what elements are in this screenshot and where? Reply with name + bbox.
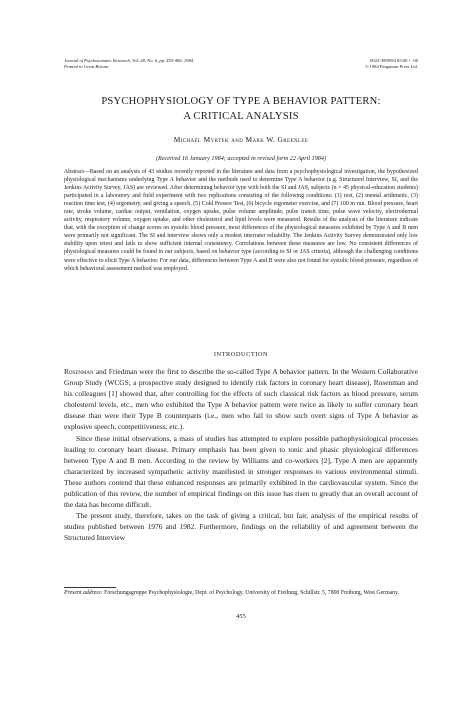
introduction-body <box>64 366 418 544</box>
publisher-copyright: © 1984 Pergamon Press Ltd. <box>364 64 418 69</box>
footnote-text: Forschungsgruppe Psychophysiologie, Dept. of Psychology, University of Freiburg, Schillstr. 5, 7800 Freiburg, West Germany. <box>102 590 400 596</box>
journal-citation <box>64 58 194 70</box>
publisher-info <box>365 58 418 70</box>
paper-title-line2: A CRITICAL ANALYSIS <box>183 111 299 122</box>
journal-citation-line2: Printed in Great Britain. <box>64 64 110 69</box>
abstract <box>64 168 418 273</box>
section-heading-introduction: INTRODUCTION <box>213 351 269 358</box>
page-number: 455 <box>236 613 246 620</box>
abstract-label: Abstract <box>64 169 84 175</box>
received-dates: (Received 16 January 1984; accepted in revised form 22 April 1984) <box>155 155 327 162</box>
introduction-paragraph-2: Since these initial observations, a mass of studies has attempted to explore possible pathophysiological processes leading to coronary heart disease. Primary emphasis has been given to tonic and phasic physiological differences between Type A and B men. According to the review by Williams and co-workers [2], Type A men are apparently characterized by increased sympathetic activity manifested in stronger responses to various environmental stimuli. These authors contend that these enhanced responses are primarily exhibited in the cardiovascular system. Since the publication of this review, the number of empirical findings on this issue has risen to greatly that an overall account of the data has become difficult. <box>64 433 418 510</box>
paper-title-line1: PSYCHOPHYSIOLOGY OF TYPE A BEHAVIOR PATTERN: <box>101 96 381 107</box>
paragraph-1-text: and Friedman were the first to describe the so-called Type A behavior pattern. In the Western Collaborative Group Study (WCGS; a prospective study designed to identify risk factors in coronary heart disease), Rosenman and his colleagues [1] showed that, after controlling for the effects of such classical risk factors as blood pressure, serum cholesterol levels, etc., men who exhibited the Type A behavior pattern were twice as likely to suffer coronary heart disease than were their Type B counterparts (i.e., men who fail to show such overt signs of Type A behavior as explosive speech, competitiveness, etc.). <box>64 367 418 432</box>
paragraph-lead-word: Rosenman <box>64 367 94 376</box>
introduction-paragraph-1 <box>64 366 418 433</box>
introduction-paragraph-3: The present study, therefore, takes on the task of giving a critical, but fair, analysis of the empirical results of studies published between 1976 and 1982. Furthermore, findings on the reliability of and agreement between the Structured Interview <box>64 511 418 543</box>
abstract-text: —Based on an analysis of 43 studies recently reported in the literature and data from a psychophysiological investigation, the hypothesized physiological mechanisms underlying Type A behavior and the methods used to determine Type A behavior (e.g. Structured Interview, SI, and the Jenkins Activity Survey, JAS) are reviewed. After determining behavior type with both the SI and JAS, subjects (n = 45 physical-education students) participated in a laboratory and field experiment with two replications consisting of the following conditions: (1) rest, (2) mental arithmetic, (3) reaction time test, (4) ergometry, and giving a speech, (5) Cold Pressor Test, (6) bicycle ergometer exercise, and (7) 100 m run. Blood pressure, heart rate, stroke volume, cardiac output, ventilation, oxygen uptake, pulse volume amplitude, pulse transit time, pulse wave velocity, electrodermal activity, respiratory volume, oxygen uptake, and other cholesterol and lipid levels were measured. Results of the analysis of the literature indicate that, with the exception of change scores on systolic blood pressure, most differences of the physiological measures exhibited by Type A and B men were primarily not significant. The SI and interview shows only a modest interrater reliability. The Jenkins Activity Survey demonstrated only low stability upon retest and fails to show sufficient internal consistency. Correlations between these measures are low. No consistent differences of physiological measures could be found in our subjects, based on behavior type (according to SI or JAS criteria), although the challenging conditions were effective to elicit Type A behavior. For our data, differences between Type A and B were also not found for systolic blood pressure, regardless of which behavioral assessment method was employed. <box>64 169 418 272</box>
footnote-label: Present address: <box>64 590 103 596</box>
issn-code: 0022-3999/84 $3.00 + .00 <box>370 58 418 63</box>
footnote <box>64 589 418 597</box>
journal-citation-line1: Journal of Psychosomatic Research, Vol. 28, No. 6, pp. 455-466, 1984. <box>64 58 195 63</box>
author-names: Michael Myrtek and Mark W. Greenlee <box>173 135 309 144</box>
footnote-divider <box>64 587 116 588</box>
paper-title <box>64 94 418 124</box>
